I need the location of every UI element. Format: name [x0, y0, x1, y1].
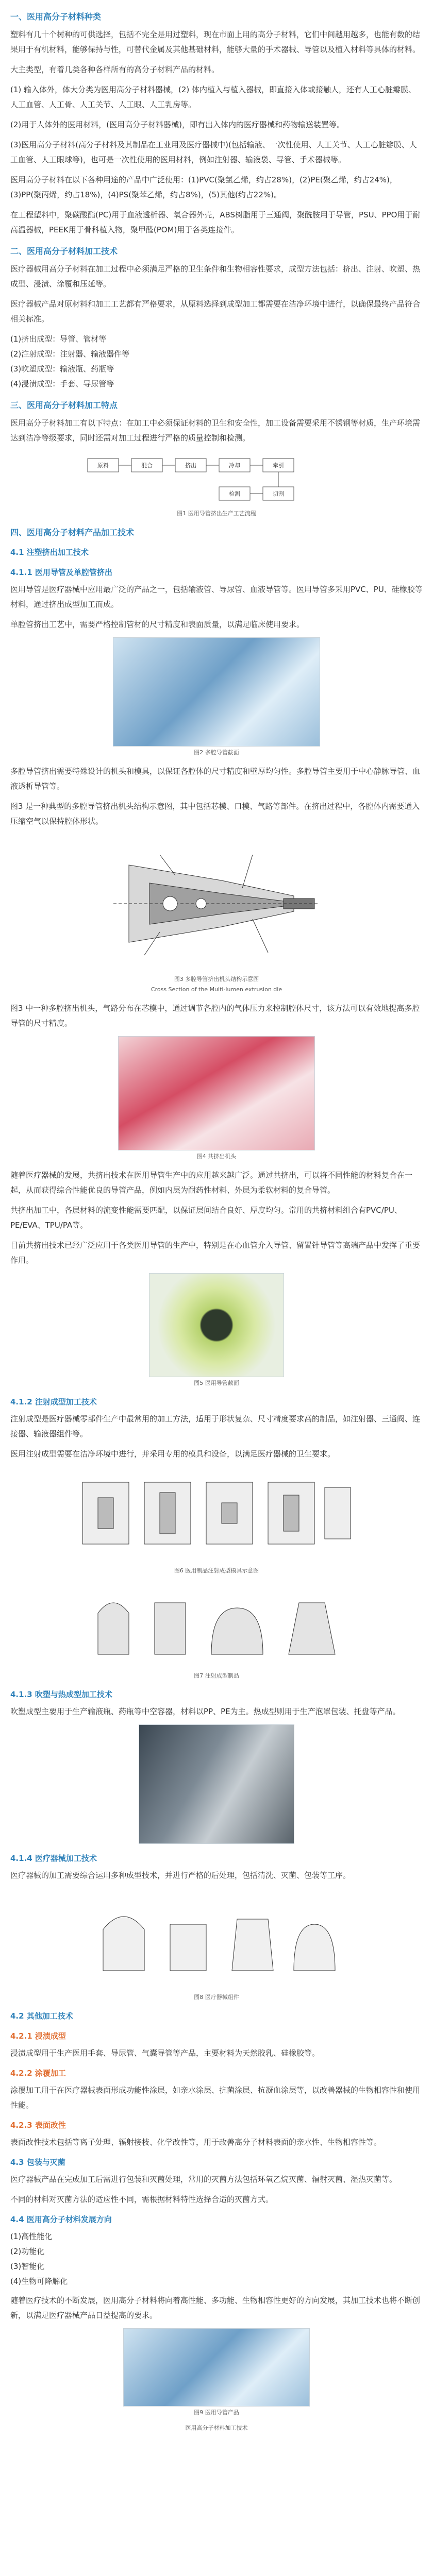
figure-caption: 图4 共挤出机头: [196, 1153, 237, 1160]
figure-caption: 图2 多腔导管截面: [194, 749, 239, 756]
section-title: 四、医用高分子材料产品加工技术: [10, 528, 135, 537]
extrusion-die-diagram: [98, 834, 335, 973]
paragraph: 大主类型，有着几类各种各样所有的高分子材料产品的材料。: [10, 65, 220, 74]
catheter-photo: [113, 637, 320, 747]
paragraph: 浸渍成型用于生产医用手套、导尿管、气囊导管等产品，主要材料为天然胶乳、硅橡胶等。: [10, 2048, 320, 2058]
subsection-title: 4.4 医用高分子材料发展方向: [10, 2215, 112, 2224]
paragraph: 注射成型是医疗器械零部件生产中最常用的加工方法，适用于形状复杂、尺寸精度要求高的制品，如注射器、三通阀、连接器、输液器组件等。: [10, 1414, 421, 1438]
figure-caption: 图8 医疗器械组件: [194, 1994, 239, 2001]
flow-box-label: 牵引: [273, 462, 284, 469]
flow-box-label: 冷却: [229, 462, 240, 469]
process-list: [10, 332, 423, 392]
figure-mold-diagram: [10, 1467, 423, 1575]
figure-caption: 图5 医用导管截面: [194, 1380, 239, 1386]
subsection-title: 4.1.1 医用导管及单腔管挤出: [10, 568, 112, 577]
footer-text: 医用高分子材料加工技术: [185, 2425, 248, 2431]
figure-caption: 图3 多腔导管挤出机头结构示意图: [174, 976, 259, 982]
section-title: 一、医用高分子材料种类: [10, 12, 102, 22]
flow-box-label: 原料: [97, 462, 109, 469]
subsection-title-orange: 4.2.2 涂覆加工: [10, 2069, 66, 2078]
paragraph: 随着医疗器械的发展，共挤出技术在医用导管生产中的应用越来越广泛。通过共挤出，可以将不同性能的材料复合在一起，从而获得综合性能优良的导管产品，例如内层为耐药性材料、外层为柔软材料的复合导管。: [10, 1171, 413, 1195]
article: [5, 0, 428, 2432]
tube-products-photo: [123, 2328, 310, 2406]
paragraph: 单腔管挤出工艺中，需要严格控制管材的尺寸精度和表面质量，以满足临床使用要求。: [10, 620, 305, 629]
figure-coextrusion: [10, 1036, 423, 1161]
list-item: (2)注射成型：注射器、输液器件等: [10, 349, 130, 359]
figure-die-diagram: [10, 834, 423, 994]
paragraph: 随着医疗技术的不断发展，医用高分子材料将向着高性能、多功能、生物相容性更好的方向发展，其加工技术也将不断创新，以满足医疗器械产品日益提高的要求。: [10, 2296, 421, 2320]
figure-catheter-photo: [10, 637, 423, 757]
subsection-title: 4.1.2 注射成型加工技术: [10, 1397, 97, 1406]
figure-tube-products: [10, 2328, 423, 2417]
figure-device-parts: [10, 1888, 423, 2002]
figure-molded-parts: [10, 1582, 423, 1680]
paragraph: (1) 输入体外，体大分类为医用高分子材料器械，(2) 体内植入与植入器械，即直接入体或接触人，还有人工心脏瓣膜、人工血管、人工骨、人工关节、人工眼、人工乳房等。: [10, 85, 417, 109]
paragraph: 吹塑成型主要用于生产输液瓶、药瓶等中空容器，材料以PP、PE为主。热成型则用于生产泡罩包装、托盘等产品。: [10, 1707, 401, 1716]
list-item: (2)功能化: [10, 2247, 45, 2256]
figure-equipment-photo: [10, 1724, 423, 1844]
subsection-title: 4.1 注塑挤出加工技术: [10, 548, 89, 557]
figure-caption: 图9 医用导管产品: [194, 2409, 239, 2416]
figure-caption: 图1 医用导管挤出生产工艺流程: [177, 510, 256, 517]
paragraph: 涂覆加工用于在医疗器械表面形成功能性涂层，如亲水涂层、抗菌涂层、抗凝血涂层等，以改善器械的生物相容性和使用性能。: [10, 2086, 421, 2110]
figure-caption: 图7 注射成型制品: [194, 1672, 239, 1679]
paragraph: 医用高分子材料加工有以下特点：在加工中必须保证材料的卫生和安全性，加工设备需要采用不锈钢等材质，生产环境需达到洁净等级要求，同时还需对加工过程进行严格的质量控制和检测。: [10, 418, 421, 443]
figure-caption-en: Cross Section of the Multi-lumen extrusion die: [151, 986, 282, 993]
paragraph: 医用高分子材料在以下各种用途的产品中广泛使用：(1)PVC(聚氯乙烯，约占28%)，(2)PE(聚乙烯，约占24%)，(3)PP(聚丙烯，约占18%)，(4)PS(聚苯乙烯，约占8%)，(5)其他(约占22%)。: [10, 175, 397, 199]
list-item: (4)生物可降解化: [10, 2277, 68, 2286]
subsection-title-orange: 4.2.3 表面改性: [10, 2121, 66, 2130]
subsection-title-orange: 4.2.1 浸渍成型: [10, 2031, 66, 2041]
subsection-title: 4.2 其他加工技术: [10, 2011, 73, 2021]
molded-parts-diagram: [82, 1582, 351, 1670]
list-item: (1)挤出成型：导管、管材等: [10, 334, 107, 344]
list-item: (3)智能化: [10, 2262, 45, 2271]
paragraph: 医疗器械产品在完成加工后需进行包装和灭菌处理，常用的灭菌方法包括环氧乙烷灭菌、辐射灭菌、湿热灭菌等。: [10, 2175, 397, 2184]
paragraph: 医用注射成型需要在洁净环境中进行，并采用专用的模具和设备，以满足医疗器械的卫生要求。: [10, 1449, 336, 1459]
paragraph: 表面改性技术包括等离子处理、辐射接枝、化学改性等，用于改善高分子材料表面的亲水性、生物相容性等。: [10, 2138, 382, 2147]
mold-diagram: [72, 1467, 361, 1565]
figure-caption: 图6 医用制品注射成型模具示意图: [174, 1567, 259, 1574]
list-item: (3)吹塑成型：输液瓶、药瓶等: [10, 364, 114, 374]
flow-box-label: 混合: [141, 462, 153, 469]
paragraph: 共挤出加工中，各层材料的流变性能需要匹配，以保证层间结合良好、厚度均匀。常用的共挤材料组合有PVC/PU、PE/EVA、TPU/PA等。: [10, 1206, 402, 1230]
paragraph: 医疗器械的加工需要综合运用多种成型技术，并进行严格的后处理，包括清洗、灭菌、包装等工序。: [10, 1871, 351, 1880]
flowchart-diagram: [82, 451, 351, 507]
list-item: (1)高性能化: [10, 2232, 53, 2241]
flow-box-label: 检测: [229, 490, 240, 497]
tube-cross-section-photo: [149, 1273, 284, 1377]
paragraph: 医疗器械产品对原材料和加工工艺都有严格要求，从原料选择到成型加工都需要在洁净环境中进行，以确保最终产品符合相关标准。: [10, 299, 421, 324]
paragraph: (2)用于人体外的医用材料，(医用高分子材料器械)，即有出入体内的医疗器械和药物输送装置等。: [10, 120, 344, 129]
list-item: (4)浸渍成型：手套、导尿管等: [10, 379, 114, 388]
flow-box-label: 切割: [273, 490, 284, 497]
subsection-title: 4.3 包装与灭菌: [10, 2158, 65, 2167]
subsection-title: 4.1.4 医疗器械加工技术: [10, 1854, 97, 1863]
paragraph: 医疗器械用高分子材料在加工过程中必须满足严格的卫生条件和生物相容性要求，成型方法包括：挤出、注射、吹塑、热成型、浸渍、涂覆和压延等。: [10, 264, 421, 289]
coextrusion-head-render: [118, 1036, 315, 1150]
paragraph: 多腔导管挤出需要特殊设计的机头和模具，以保证各腔体的尺寸精度和壁厚均匀性。多腔导管主要用于中心静脉导管、血液透析导管等。: [10, 767, 421, 791]
paragraph: 不同的材料对灭菌方法的适应性不同，需根据材料特性选择合适的灭菌方式。: [10, 2195, 274, 2204]
paragraph: 在工程塑料中，聚碳酸酯(PC)用于血液透析器、氧合器外壳，ABS树脂用于三通阀，聚酰胺用于导管，PSU、PPO用于耐高温器械，PEEK用于骨科植入物，聚甲醛(POM)用于各类连接件。: [10, 210, 421, 234]
section-title: 三、医用高分子材料加工特点: [10, 400, 118, 410]
subsection-title: 4.1.3 吹塑与热成型加工技术: [10, 1690, 112, 1699]
flow-box-label: 挤出: [185, 462, 196, 469]
paragraph: (3)医用高分子材料(高分子材料及其制品在工业用及医疗器械中)(包括输液、一次性使用、人工关节、人工心脏瓣膜、人工血管、人工眼球等)，也可是一次性使用的医用材料，例如注射器、输液袋、导管、手术器械等。: [10, 140, 417, 164]
paragraph: 图3 是一种典型的多腔导管挤出机头结构示意图，其中包括芯模、口模、气路等部件。在挤出过程中，各腔体内需要通入压缩空气以保持腔体形状。: [10, 802, 420, 826]
device-parts-diagram: [82, 1888, 351, 1991]
paragraph: 塑料有几十个树种的可供选择，包括不完全是用过塑料，现在市面上用的高分子材料，它们中间越用越多，也能有数的结果用于有机材料，能够保持与性，可替代金属及其他基础材料，能够大量的手术器械、导管以及植入材料等具体的材料。: [10, 30, 421, 54]
paragraph: 医用导管是医疗器械中应用最广泛的产品之一，包括输液管、导尿管、血液导管等。医用导管多采用PVC、PU、硅橡胶等材料，通过挤出成型加工而成。: [10, 585, 423, 609]
figure-tube-section: [10, 1273, 423, 1387]
paragraph: 目前共挤出技术已经广泛应用于各类医用导管的生产中，特别是在心血管介入导管、留置针导管等高端产品中发挥了重要作用。: [10, 1241, 421, 1265]
trend-list: [10, 2229, 423, 2289]
equipment-photo: [139, 1724, 294, 1844]
figure-flowchart: [10, 451, 423, 518]
paragraph: 图3 中一种多腔挤出机头，气路分布在芯模中，通过调节各腔内的气体压力来控制腔体尺寸，该方法可以有效地提高多腔导管的尺寸精度。: [10, 1004, 420, 1028]
section-title: 二、医用高分子材料加工技术: [10, 246, 118, 256]
